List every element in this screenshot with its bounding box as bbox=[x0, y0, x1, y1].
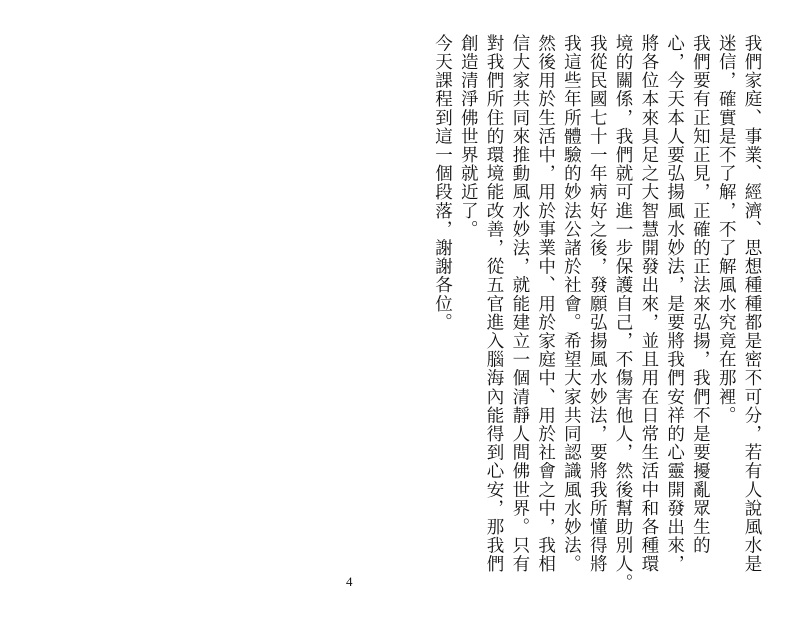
text-column-2: 迷信，確實是不了解，不了解風水究竟在那裡。 bbox=[716, 34, 737, 425]
text-column-1: 我們家庭、事業、經濟、思想種種都是密不可分，若有人說風水是 bbox=[742, 34, 762, 574]
text-column-12: 創造清淨佛世界就近了。 bbox=[458, 34, 479, 239]
text-column-11: 對我們所住的環境能改善，從五官進入腦海內能得到心安，那我們 bbox=[484, 34, 505, 574]
text-column-3: 我們要有正知正見，正確的正法來弘揚，我們不是要擾亂眾生的 bbox=[690, 34, 711, 555]
text-column-6: 境的關係，我們就可進一步保護自己，不傷害他人，然後幫助別人。 bbox=[613, 34, 634, 592]
text-column-8: 我這些年所體驗的妙法公諸於社會。希望大家共同認識風水妙法。 bbox=[561, 34, 582, 574]
text-column-5: 將各位本來具足之大智慧開發出來，並且用在日常生活中和各種環 bbox=[638, 34, 659, 574]
text-column-9: 然後用於生活中，用於事業中、用於家庭中、用於社會之中，我相 bbox=[535, 34, 556, 574]
text-column-10: 信大家共同來推動風水妙法，就能建立一個清靜人間佛世界。只有 bbox=[509, 34, 530, 574]
text-column-4: 心，今天本人要弘揚風水妙法，是要將我們安祥的心靈開發出來， bbox=[664, 34, 685, 574]
page-number: 4 bbox=[346, 574, 353, 589]
text-column-13: 今天課程到這一個段落，謝謝各位。 bbox=[432, 34, 453, 332]
text-column-7: 我從民國七十一年病好之後，發願弘揚風水妙法，要將我所懂得將 bbox=[587, 34, 608, 574]
vertical-text-block bbox=[429, 34, 764, 594]
